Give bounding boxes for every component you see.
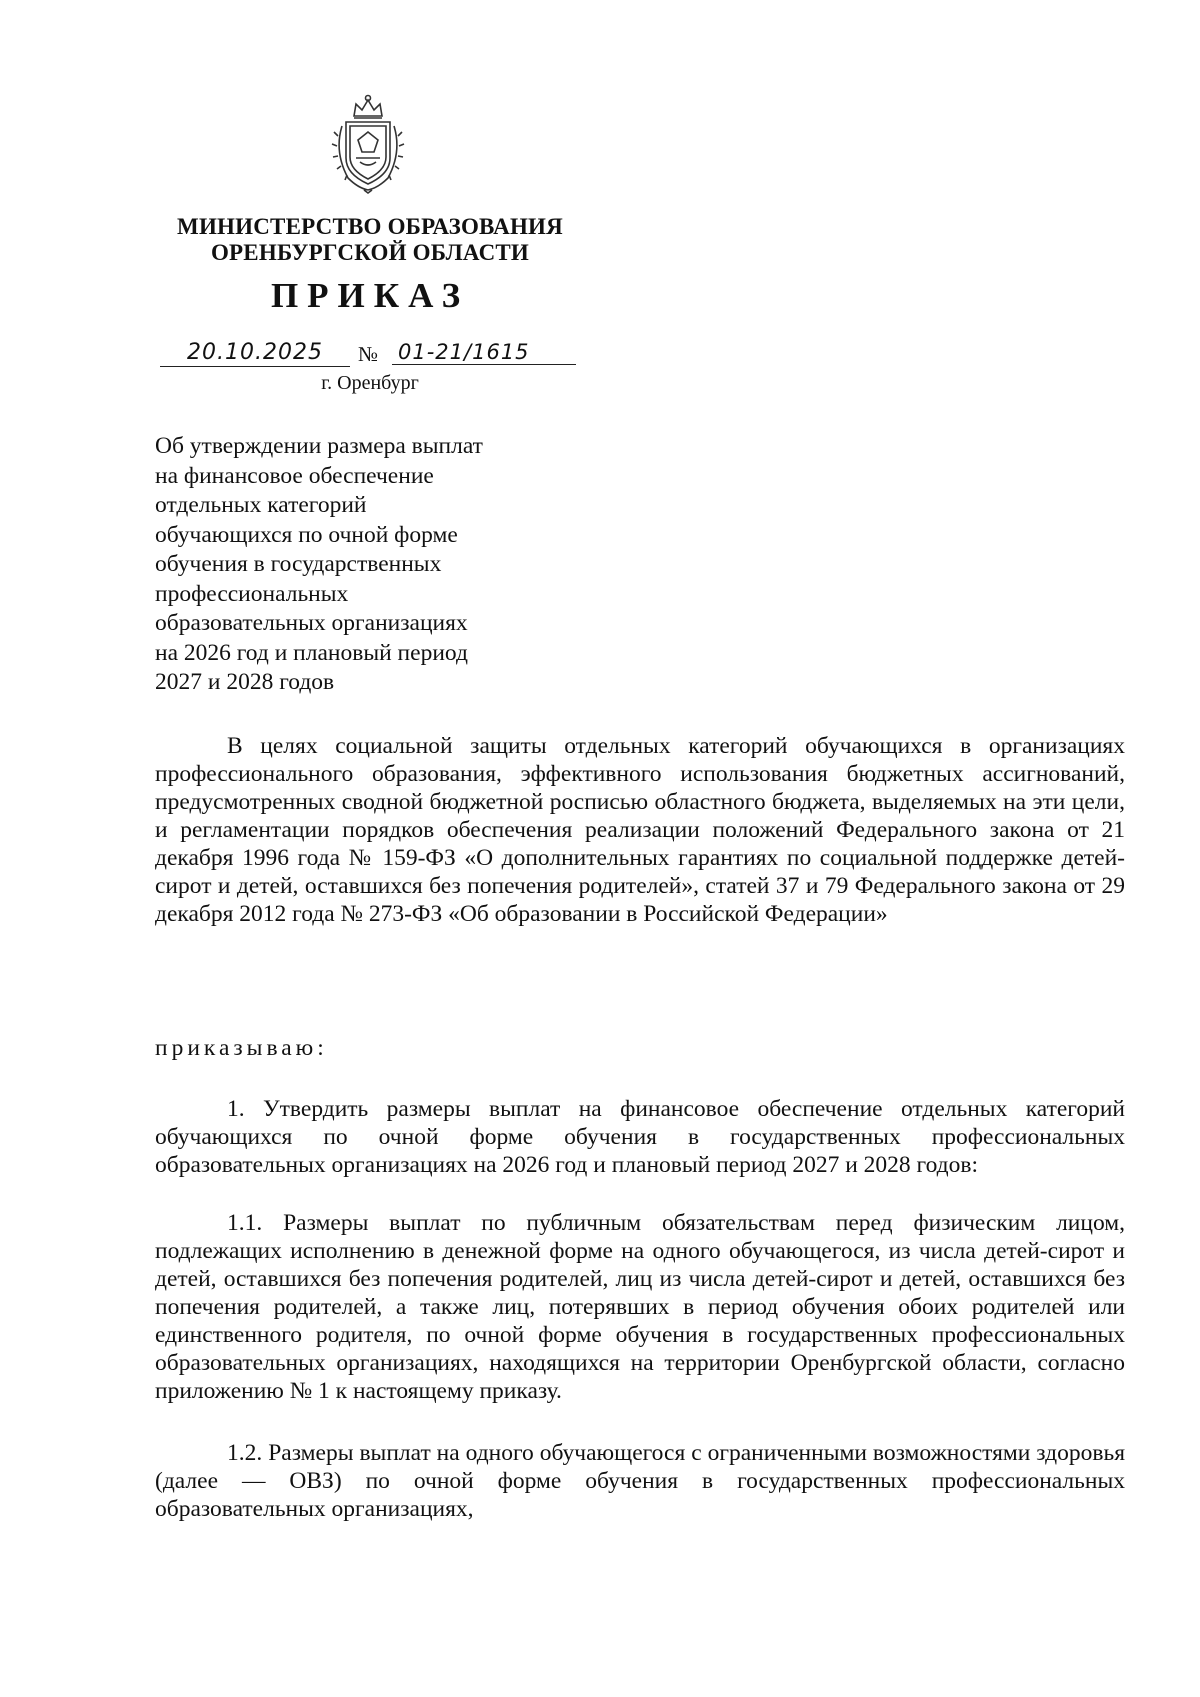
item-1-paragraph: 1. Утвердить размеры выплат на финансовое обеспечение отдельных категорий обучающихся по очной форме обучения в государственных профессиональных образовательных организациях на 2026 год и плановый период 2027 и 2028 годов:: [155, 1096, 1125, 1178]
subject-line: образовательных организациях: [155, 610, 468, 636]
ministry-name: [150, 214, 590, 266]
item-1-2: [155, 1439, 1125, 1523]
date-number-line: [160, 340, 570, 376]
subject-line: обучающихся по очной форме: [155, 521, 458, 548]
coat-of-arms-icon: [328, 92, 408, 194]
preamble-paragraph: В целях социальной защиты отдельных категорий обучающихся в организациях профессионального образования, эффективного использования бюджетных ассигнований, предусмотренных сводной бюджетной росписью областного бюджета, выделяемых на эти цели, и регламентации порядков обеспечения реализации положений Федерального закона от 21 декабря 1996 года № 159-ФЗ «О дополнительных гарантиях по социальной поддержке детей-сирот и детей, оставшихся без попечения родителей», статей 37 и 79 Федерального закона от 29 декабря 2012 года № 273-ФЗ «Об образовании в Российской Федерации»: [155, 733, 1125, 927]
subject-line: профессиональных: [155, 580, 349, 607]
subject-line: обучения в государственных: [155, 551, 442, 577]
document-type-title: ПРИКАЗ: [270, 276, 470, 315]
item-1-1-paragraph: 1.1. Размеры выплат по публичным обязательствам перед физическим лицом, подлежащих исполнению в денежной форме на одного обучающегося, из числа детей-сирот и детей, оставшихся без попечения родителей, лиц из числа детей-сирот и детей, оставшихся без попечения родителей, а также лиц, потерявших в период обучения обоих родителей или единственного родителя, по очной форме обучения в государственных профессиональных образовательных организациях, находящихся на территории Оренбургской области, согласно приложению № 1 к настоящему приказу.: [155, 1210, 1125, 1404]
preamble: [155, 732, 1125, 928]
subject-line: на финансовое обеспечение: [155, 462, 434, 489]
item-1-1: [155, 1209, 1125, 1405]
ministry-line-1: МИНИСТЕРСТВО ОБРАЗОВАНИЯ: [177, 214, 563, 239]
city: г. Оренбург: [321, 372, 419, 394]
ministry-line-2: ОРЕНБУРГСКОЙ ОБЛАСТИ: [210, 240, 530, 265]
subject-line: отдельных категорий: [155, 492, 367, 518]
subject-line: 2027 и 2028 годов: [155, 669, 335, 695]
subject-line: Об утверждении размера выплат: [155, 433, 483, 459]
subject-line: на 2026 год и плановый период: [155, 639, 468, 666]
handwritten-number: 01-21/1615: [392, 340, 576, 365]
handwritten-date: 20.10.2025: [160, 340, 350, 367]
order-subject: [155, 432, 575, 698]
order-word: приказываю:: [155, 1035, 328, 1061]
number-sign: №: [358, 342, 379, 366]
item-1-2-paragraph: 1.2. Размеры выплат на одного обучающегося с ограниченными возможностями здоровья (далее — ОВЗ) по очной форме обучения в государственных профессиональных образовательных организациях,: [155, 1440, 1125, 1522]
item-1: [155, 1095, 1125, 1179]
